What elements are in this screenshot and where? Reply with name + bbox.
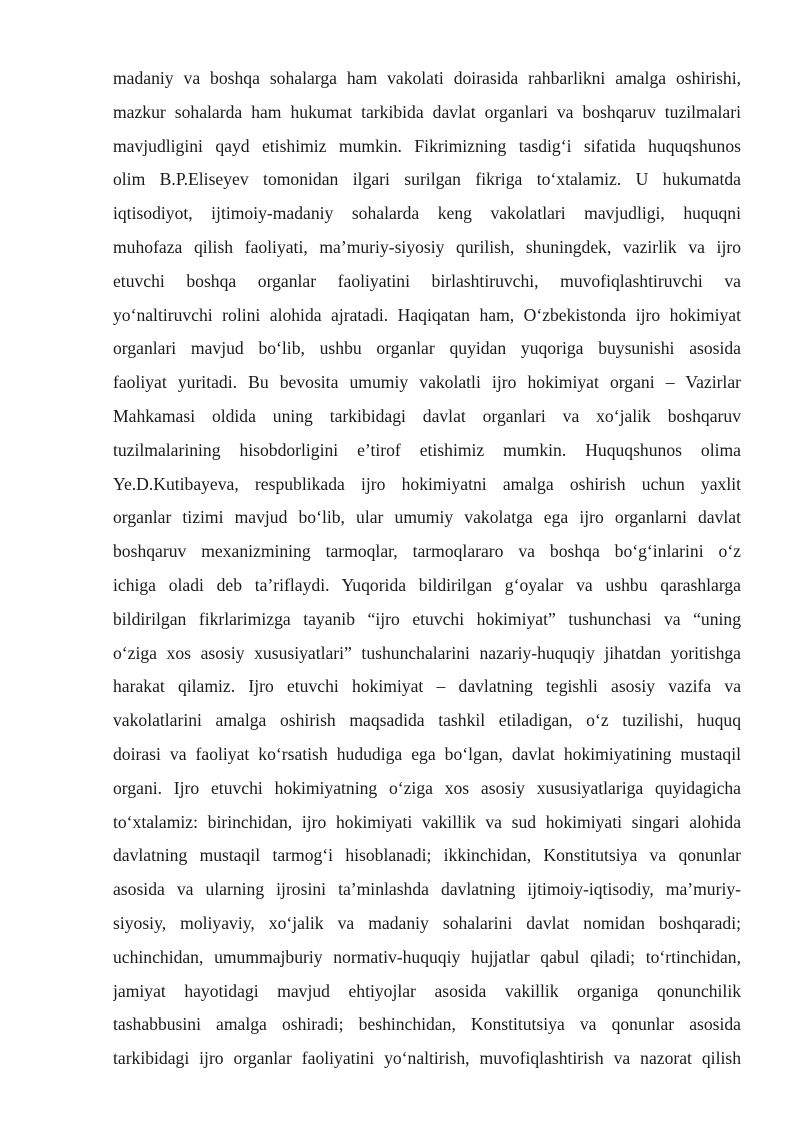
text-line: boshqaruv mexanizmining tarmoqlar, tarmoqlararo va boshqa bo‘g‘inlarini o‘z	[113, 541, 741, 562]
text-line: bildirilgan fikrlarimizga tayanib “ijro etuvchi hokimiyat” tushunchasi va “uning	[113, 608, 741, 629]
text-line: etuvchi boshqa organlar faoliyatini birlashtiruvchi, muvofiqlashtiruvchi va	[113, 270, 741, 291]
text-line: asosida va ularning ijrosini ta’minlashda davlatning ijtimoiy-iqtisodiy, ma’muriy-	[113, 879, 741, 900]
document-page	[113, 62, 741, 1076]
text-line: o‘ziga xos asosiy xususiyatlari” tushunchalarini nazariy-huquqiy jihatdan yoritishga	[113, 642, 741, 663]
text-line: siyosiy, moliyaviy, xo‘jalik va madaniy sohalarini davlat nomidan boshqaradi;	[113, 912, 741, 933]
text-line: madaniy va boshqa sohalarga ham vakolati doirasida rahbarlikni amalga oshirishi,	[113, 68, 741, 88]
text-line: doirasi va faoliyat ko‘rsatish hududiga ega bo‘lgan, davlat hokimiyatining mustaqil	[113, 743, 741, 764]
text-line: muhofaza qilish faoliyati, ma’muriy-siyosiy qurilish, shuningdek, vazirlik va ijro	[113, 236, 741, 257]
text-line: davlatning mustaqil tarmog‘i hisoblanadi; ikkinchidan, Konstitutsiya va qonunlar	[113, 845, 741, 866]
text-line: to‘xtalamiz: birinchidan, ijro hokimiyati vakillik va sud hokimiyati singari alohida	[113, 811, 741, 832]
text-line: uchinchidan, umummajburiy normativ-huquqiy hujjatlar qabul qiladi; to‘rtinchidan,	[113, 946, 741, 967]
text-line: Ye.D.Kutibayeva, respublikada ijro hokimiyatni amalga oshirish uchun yaxlit	[113, 473, 741, 494]
text-line: yo‘naltiruvchi rolini alohida ajratadi. Haqiqatan ham, O‘zbekistonda ijro hokimiyat	[113, 304, 741, 325]
text-line: Mahkamasi oldida uning tarkibidagi davlat organlari va xo‘jalik boshqaruv	[113, 405, 741, 426]
text-line: ichiga oladi deb ta’riflaydi. Yuqorida bildirilgan g‘oyalar va ushbu qarashlarga	[113, 574, 741, 595]
text-line: organi. Ijro etuvchi hokimiyatning o‘ziga xos asosiy xususiyatlariga quyidagicha	[113, 777, 741, 798]
text-line: tuzilmalarining hisobdorligini e’tirof etishimiz mumkin. Huquqshunos olima	[113, 439, 741, 460]
text-line: tarkibidagi ijro organlar faoliyatini yo‘naltirish, muvofiqlashtirish va nazorat qilish	[113, 1048, 741, 1069]
text-line: organlari mavjud bo‘lib, ushbu organlar quyidan yuqoriga buysunishi asosida	[113, 338, 741, 359]
text-line: vakolatlarini amalga oshirish maqsadida tashkil etiladigan, o‘z tuzilishi, huquq	[113, 710, 741, 731]
text-line: tashabbusini amalga oshiradi; beshinchidan, Konstitutsiya va qonunlar asosida	[113, 1014, 741, 1035]
text-line: mazkur sohalarda ham hukumat tarkibida davlat organlari va boshqaruv tuzilmalari	[113, 101, 741, 122]
text-line: olim B.P.Eliseyev tomonidan ilgari surilgan fikriga to‘xtalamiz. U hukumatda	[113, 169, 741, 190]
text-line: organlar tizimi mavjud bo‘lib, ular umumiy vakolatga ega ijro organlarni davlat	[113, 507, 741, 528]
text-line: mavjudligini qayd etishimiz mumkin. Fikrimizning tasdig‘i sifatida huquqshunos	[113, 135, 741, 156]
text-line: iqtisodiyot, ijtimoiy-madaniy sohalarda keng vakolatlari mavjudligi, huquqni	[113, 203, 741, 224]
text-line: harakat qilamiz. Ijro etuvchi hokimiyat – davlatning tegishli asosiy vazifa va	[113, 676, 741, 697]
text-line: faoliyat yuritadi. Bu bevosita umumiy vakolatli ijro hokimiyat organi – Vazirlar	[113, 372, 741, 393]
text-line: jamiyat hayotidagi mavjud ehtiyojlar asosida vakillik organiga qonunchilik	[113, 980, 741, 1001]
